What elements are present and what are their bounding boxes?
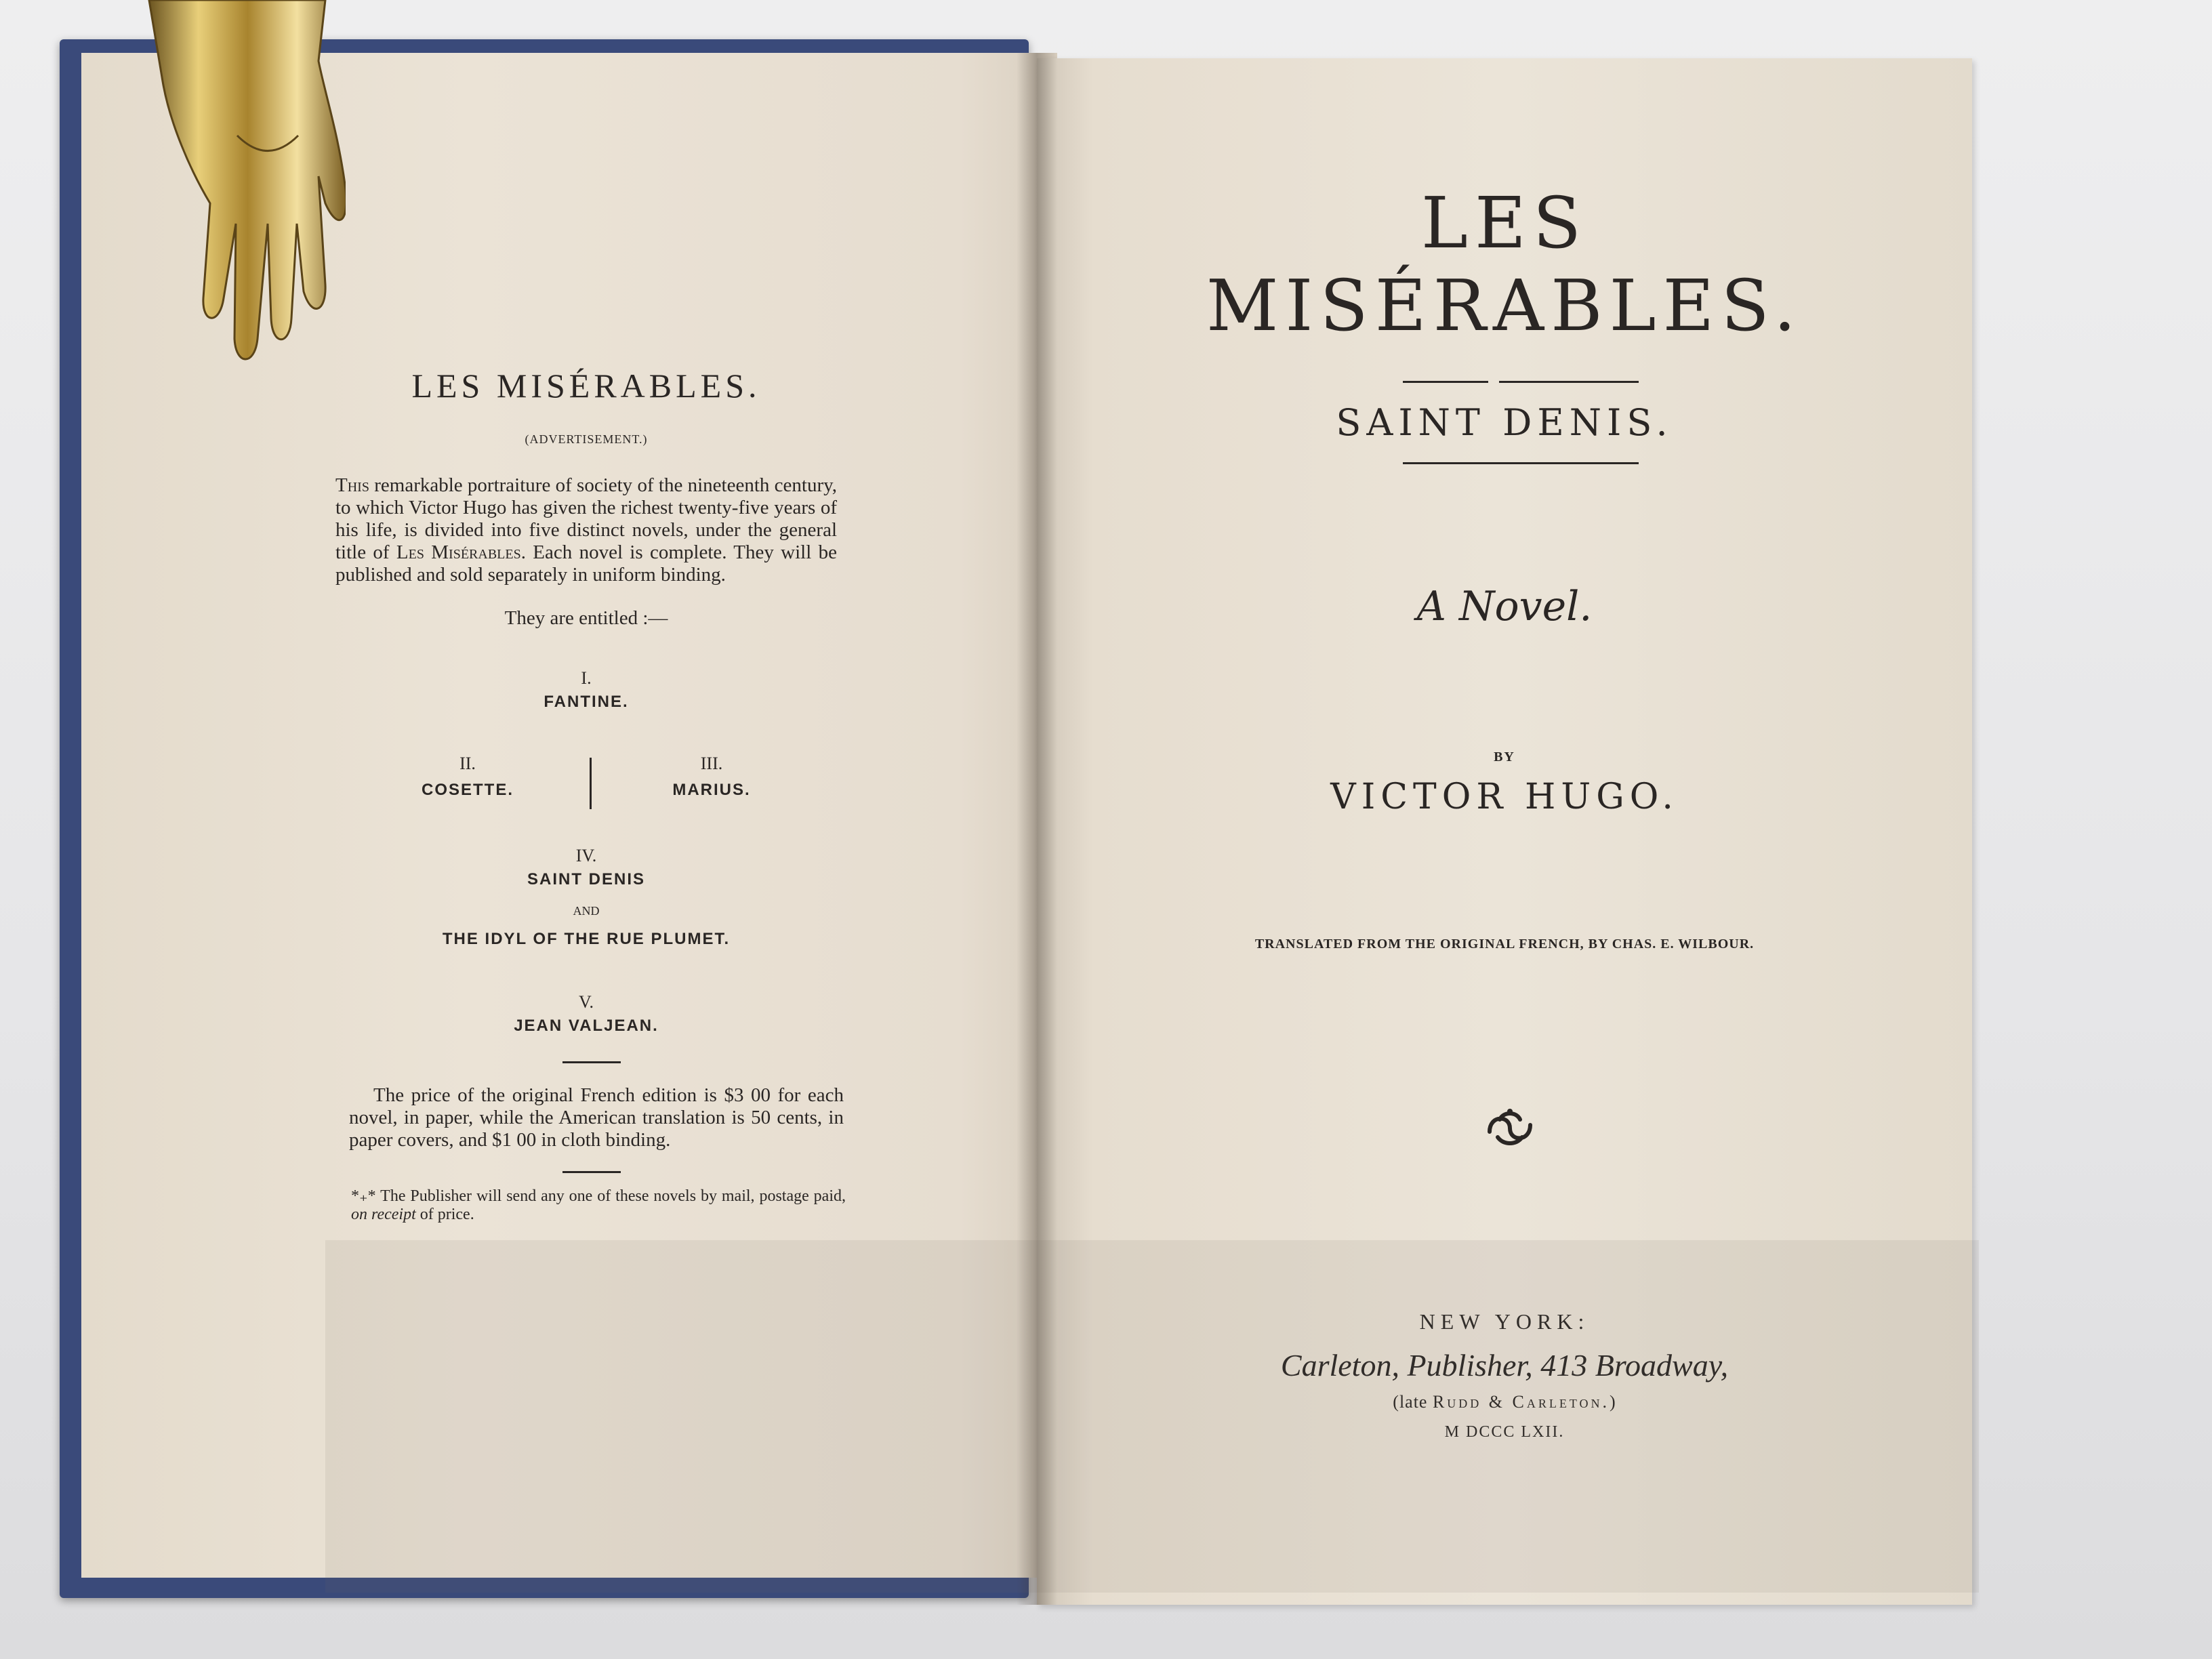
intro-title-ref: Les Misérables xyxy=(396,541,521,563)
note-text-2: of price. xyxy=(419,1206,474,1223)
intro-text-2: . Each novel is complete. They will be published and sold separately in uniform binding. xyxy=(335,541,837,586)
brass-hand-icon xyxy=(122,0,346,373)
imprint-city: NEW YORK: xyxy=(1419,1309,1590,1334)
former-firm-suffix: ) xyxy=(1610,1392,1616,1412)
volume-4-subtitle: THE IDYL OF THE RUE PLUMET. xyxy=(442,930,731,948)
by-line: BY xyxy=(1494,750,1515,764)
volume-5-numeral: V. xyxy=(579,992,594,1012)
left-page-title: LES MISÉRABLES. xyxy=(411,367,761,405)
intro-text-1: remarkable portraiture of society of the nineteenth century, to which Victor Hugo has given the richest twenty-five years of his life, is divided into five distinct novels, under the general title of xyxy=(335,474,837,563)
printers-ornament-icon xyxy=(1483,1105,1537,1152)
volume-3-numeral: III. xyxy=(700,754,723,773)
genre-line: A Novel. xyxy=(1416,583,1593,630)
divider-rule xyxy=(1403,462,1639,464)
former-firm-name: Rudd & Carleton. xyxy=(1432,1392,1610,1412)
volume-divider xyxy=(590,758,592,809)
entitled-line: They are entitled :— xyxy=(504,607,668,629)
note-mark: *₊* xyxy=(351,1187,376,1205)
imprint-publisher: Carleton, Publisher, 413 Broadway, xyxy=(1280,1348,1729,1382)
volume-4-conjunction: AND xyxy=(573,904,600,918)
intro-first-word: This xyxy=(335,474,369,496)
volume-3-title: MARIUS. xyxy=(672,781,751,799)
price-paragraph: The price of the original French edition is $3 00 for each novel, in paper, while the American translation is 50 cents, in paper covers, and $1 00 in cloth binding. xyxy=(349,1084,844,1151)
divider-rule xyxy=(562,1061,621,1063)
author-name: VICTOR HUGO. xyxy=(1330,777,1679,817)
note-emphasis: on receipt xyxy=(351,1206,416,1223)
former-firm-prefix: (late xyxy=(1393,1392,1428,1412)
volume-1-title: FANTINE. xyxy=(544,693,629,711)
divider-rule xyxy=(1499,381,1639,383)
divider-rule xyxy=(562,1171,621,1173)
volume-5-title: JEAN VALJEAN. xyxy=(514,1017,659,1035)
advertisement-paragraph xyxy=(335,474,837,586)
divider-rule xyxy=(1403,381,1488,383)
imprint-year: M DCCC LXII. xyxy=(1444,1423,1565,1441)
volume-1-numeral: I. xyxy=(581,668,592,688)
volume-4-numeral: IV. xyxy=(575,846,597,865)
volume-2-numeral: II. xyxy=(459,754,476,773)
lower-shadow xyxy=(325,1240,1979,1593)
volume-4-title: SAINT DENIS xyxy=(527,870,645,888)
advertisement-label: (ADVERTISEMENT.) xyxy=(525,432,648,446)
title-page-title: LES MISÉRABLES. xyxy=(1206,182,1803,347)
publisher-note xyxy=(351,1187,846,1224)
note-text-1: The Publisher will send any one of these novels by mail, postage paid, xyxy=(380,1187,846,1205)
translator-credit: TRANSLATED FROM THE ORIGINAL FRENCH, BY CHAS. E. WILBOUR. xyxy=(1254,937,1755,951)
volume-2-title: COSETTE. xyxy=(421,781,514,799)
title-page-subtitle: SAINT DENIS. xyxy=(1336,401,1673,444)
